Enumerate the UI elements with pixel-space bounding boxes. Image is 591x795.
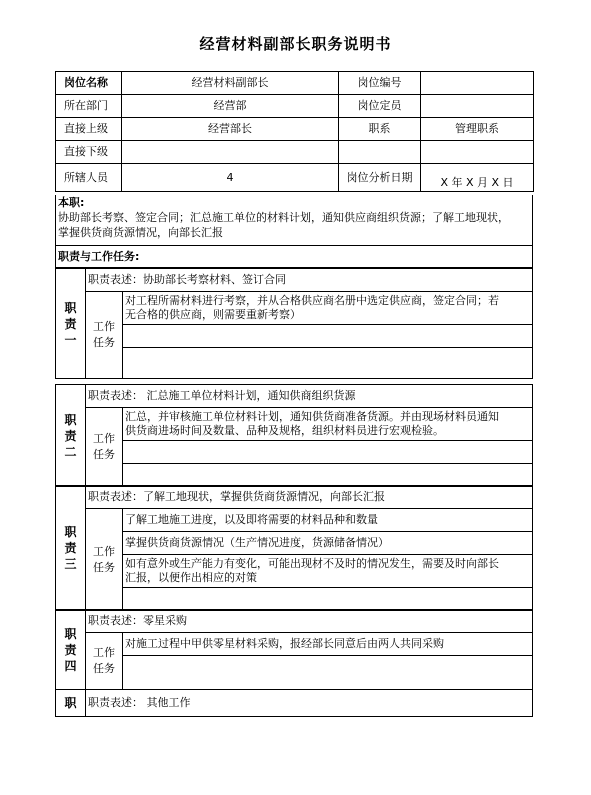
position-name-value: 经营材料副部长 [122, 72, 339, 95]
duty-task-2-3 [123, 464, 533, 487]
superior-value: 经营部长 [122, 118, 339, 141]
duty-desc-3: 职责表述：了解工地现状，掌握供货商货源情况，向部长汇报 [86, 486, 533, 509]
work-label-1: 工作 任务 [86, 292, 123, 379]
duty-label-1: 职 责 一 [56, 269, 86, 379]
analysis-date-label: 岗位分析日期 [339, 164, 421, 192]
position-name-label: 岗位名称 [56, 72, 122, 95]
duty-task-4-2 [123, 656, 533, 690]
duty-task-3-1: 了解工地施工进度，以及即将需要的材料品种和数量 [123, 509, 533, 532]
duty-table-3 [55, 485, 533, 611]
main-duty-text-line1: 协助部长考察、签定合同；汇总施工单位的材料计划，通知供应商组织货源；了解工地现状， [58, 211, 509, 224]
duty-label-2: 职 责 二 [56, 385, 86, 487]
responsibilities-header: 职责与工作任务: [55, 246, 533, 268]
superior-label: 直接上级 [56, 118, 122, 141]
duty-task-2-1: 汇总，并审核施工单位材料计划，通知供货商准备货源。并由现场材料员通知 供货商进场时间及数量、品种及规格，组织材料员进行宏观检验。 [123, 408, 533, 441]
duty-table-1 [55, 268, 533, 379]
duty-task-1-2 [123, 325, 533, 348]
headcount-label: 岗位定员 [339, 95, 421, 118]
main-duty-section [55, 195, 533, 246]
duty-table-2 [55, 384, 533, 487]
position-info-table [55, 71, 534, 192]
subordinate-label: 直接下级 [56, 141, 122, 164]
department-label: 所在部门 [56, 95, 122, 118]
headcount-value [421, 95, 534, 118]
duty-task-4-1: 对施工过程中甲供零星材料采购，报经部长同意后由两人共同采购 [123, 633, 533, 656]
position-code-value [421, 72, 534, 95]
position-code-label: 岗位编号 [339, 72, 421, 95]
duty-label-4: 职 责 四 [56, 610, 86, 690]
department-value: 经营部 [122, 95, 339, 118]
work-label-3: 工作 任务 [86, 509, 123, 611]
duty-desc-5: 职责表述： 其他工作 [86, 690, 533, 717]
subordinate-value [122, 141, 339, 164]
series-value: 管理职系 [421, 118, 534, 141]
document-title: 经营材料副部长职务说明书 [199, 35, 392, 53]
main-duty-header: 本职: [58, 196, 85, 209]
duty-label-3: 职 责 三 [56, 486, 86, 611]
series-label: 职系 [339, 118, 421, 141]
duty-desc-1: 职责表述：协助部长考察材料、签订合同 [86, 269, 533, 292]
staff-value: 4 [122, 164, 339, 192]
work-label-2: 工作 任务 [86, 408, 123, 487]
staff-label: 所辖人员 [56, 164, 122, 192]
duty-task-3-4 [123, 588, 533, 611]
duty-desc-2: 职责表述： 汇总施工单位材料计划，通知供商组织货源 [86, 385, 533, 408]
duty-task-1-3 [123, 348, 533, 379]
work-label-4: 工作 任务 [86, 633, 123, 690]
duty-task-1-1: 对工程所需材料进行考察，并从合格供应商名册中选定供应商，签定合同；若 无合格的供应商，则需要重新考察） [123, 292, 533, 325]
duty-desc-4: 职责表述：零星采购 [86, 610, 533, 633]
duty-table-4 [55, 609, 533, 690]
duty-label-5: 职 [56, 690, 86, 717]
duty-task-2-2 [123, 441, 533, 464]
subordinate-empty-b [421, 141, 534, 164]
main-duty-text-line2: 掌握供货商货源情况，向部长汇报 [58, 226, 223, 239]
duty-task-3-2: 掌握供货商货源情况（生产情况进度，货源储备情况） [123, 532, 533, 555]
duty-table-5 [55, 689, 533, 717]
duty-task-3-3: 如有意外或生产能力有变化，可能出现材不及时的情况发生，需要及时向部长 汇报，以便作出相应的对策 [123, 555, 533, 588]
subordinate-empty-a [339, 141, 421, 164]
analysis-date-value: X 年 X 月 X 日 [421, 164, 534, 192]
